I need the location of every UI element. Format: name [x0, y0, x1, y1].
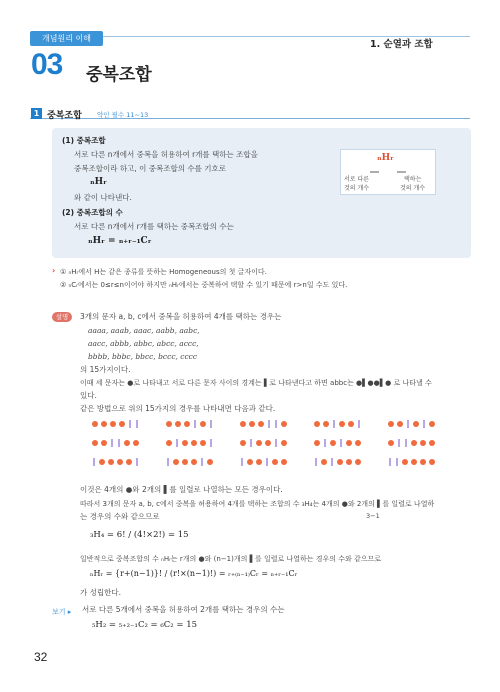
explain-equation-1: ₃H₄ = 6! / (4!×2!) = 15	[90, 530, 189, 540]
ball-icon	[240, 440, 246, 446]
ball-icon	[256, 440, 262, 446]
ball-icon	[200, 421, 206, 427]
divider-bar-icon	[407, 420, 409, 428]
ball-icon	[101, 421, 107, 427]
ball-icon	[330, 440, 336, 446]
divider-bar-icon	[268, 420, 270, 428]
ball-icon	[346, 440, 352, 446]
arrangement-cccc	[388, 458, 435, 466]
divider-bar-icon	[405, 439, 407, 447]
ball-icon	[99, 459, 105, 465]
divider-bar-icon	[136, 458, 138, 466]
ball-icon	[126, 459, 132, 465]
ball-icon	[240, 421, 246, 427]
ball-icon	[182, 459, 188, 465]
ball-icon	[207, 459, 213, 465]
arrangement-aabb	[314, 420, 361, 428]
divider-bar-icon	[423, 420, 425, 428]
ball-icon	[272, 459, 278, 465]
divider-bar-icon	[93, 458, 95, 466]
arrangement-bccc	[314, 458, 361, 466]
ball-icon	[256, 459, 262, 465]
explain-side-note: 3−1	[366, 512, 380, 520]
ball-icon	[402, 459, 408, 465]
ball-icon	[397, 421, 403, 427]
divider-bar-icon	[167, 458, 169, 466]
arrangement-aaac	[240, 420, 287, 428]
ball-icon	[200, 440, 206, 446]
ball-icon	[133, 440, 139, 446]
arrangement-aaaa	[92, 420, 139, 428]
chapter-title: 1. 순열과 조합	[370, 39, 433, 50]
divider-bar-icon	[275, 420, 277, 428]
divider-bar-icon	[389, 458, 391, 466]
ball-icon	[429, 421, 435, 427]
ball-icon	[92, 421, 98, 427]
ball-icon	[101, 440, 107, 446]
arrangement-aacc	[92, 439, 139, 447]
ball-icon	[124, 440, 130, 446]
explain-line-9: 이것은 4개의 ●와 2개의 ▌를 일렬로 나열하는 모든 경우이다.	[80, 485, 283, 494]
explain-line-4: bbbb, bbbc, bbcc, bccc, cccc	[88, 352, 198, 361]
explain-line-5: 의 15가지이다.	[80, 365, 131, 374]
def-1-line-3: 와 같이 나타낸다.	[74, 193, 132, 202]
explain-line-3: aacc, abbb, abbc, abcc, accc,	[88, 339, 199, 348]
ball-icon	[314, 440, 320, 446]
divider-bar-icon	[275, 439, 277, 447]
divider-bar-icon	[266, 458, 268, 466]
explain-line-11: 는 경우의 수와 같으므로	[80, 512, 160, 521]
divider-bar-icon	[398, 439, 400, 447]
ball-icon	[247, 459, 253, 465]
explain-line-1: 3개의 문자 a, b, c에서 중복을 허용하여 4개를 택하는 경우는	[80, 312, 282, 321]
ball-icon	[388, 440, 394, 446]
def-1-symbol: ₙHᵣ	[90, 177, 107, 187]
ball-icon	[182, 440, 188, 446]
section-reference: 약인 필수 11~13	[97, 111, 149, 119]
divider-bar-icon	[241, 458, 243, 466]
divider-bar-icon	[315, 458, 317, 466]
ball-icon	[265, 440, 271, 446]
ball-icon	[420, 459, 426, 465]
page-number: 32	[34, 650, 48, 664]
divider-bar-icon	[358, 420, 360, 428]
explain-line-7: 있다.	[80, 391, 97, 400]
divider-bar-icon	[250, 439, 252, 447]
ball-icon	[249, 421, 255, 427]
ball-icon	[346, 459, 352, 465]
diagram-left-label-1: 서로 다른	[344, 176, 370, 183]
explain-line-2: aaaa, aaab, aaac, aabb, aabc,	[88, 326, 200, 335]
example-tag: 보기 ▸	[52, 608, 72, 616]
def-2-heading: (2) 중복조합의 수	[62, 208, 123, 217]
section-title: 중복조합	[47, 111, 82, 121]
ball-icon	[191, 440, 197, 446]
def-1-heading: (1) 중복조합	[62, 136, 106, 145]
divider-bar-icon	[129, 420, 131, 428]
example-line-1: 서로 다른 5개에서 중복을 허용하여 2개를 택하는 경우의 수는	[82, 605, 285, 614]
diagram-left-label-2: 것의 개수	[344, 185, 370, 192]
explain-line-8: 같은 방법으로 위의 15가지의 경우를 나타내면 다음과 같다.	[80, 404, 276, 413]
ball-icon	[355, 440, 361, 446]
ball-icon	[355, 459, 361, 465]
arrangement-bbbb	[92, 458, 139, 466]
note-2: ② ₙCᵣ에서는 0≤r≤n이어야 하지만 ₙHᵣ에서는 중복하여 택할 수 있기 때문에 r>n일 수도 있다.	[60, 281, 348, 289]
explain-line-10: 따라서 3개의 문자 a, b, c에서 중복을 허용하여 4개를 택하는 조합의 수 ₃H₄는 4개의 ●와 2개의 ▌를 일렬로 나열하	[80, 500, 435, 508]
ball-icon	[184, 421, 190, 427]
divider-bar-icon	[331, 458, 333, 466]
ball-icon	[388, 421, 394, 427]
ball-icon	[166, 440, 172, 446]
arrangement-accc	[388, 439, 435, 447]
ball-icon	[411, 440, 417, 446]
ball-icon	[173, 459, 179, 465]
arrangement-abbc	[240, 439, 287, 447]
example-equation: ₅H₂ = ₅₊₂₋₁C₂ = ₆C₂ = 15	[92, 620, 198, 630]
arrangement-abbb	[166, 439, 213, 447]
ball-icon	[117, 459, 123, 465]
arrangement-aabc	[388, 420, 435, 428]
explain-line-12: 일반적으로 중복조합의 수 ₙHᵣ는 r개의 ●와 (n−1)개의 ▌를 일렬로 나열하는 경우의 수와 같으므로	[80, 555, 382, 563]
ball-icon	[166, 421, 172, 427]
divider-bar-icon	[333, 420, 335, 428]
section-badge: 1	[31, 108, 42, 119]
ball-icon	[348, 421, 354, 427]
divider-bar-icon	[118, 439, 120, 447]
divider-bar-icon	[201, 458, 203, 466]
ball-icon	[191, 459, 197, 465]
ball-icon	[339, 421, 345, 427]
concept-tag: 개념원리 이해	[30, 31, 103, 46]
explain-line-6: 이때 세 문자는 ●로 나타내고 서로 다른 문자 사이의 경계는 ▌로 나타낸다고 하면 abbc는 ●▌●●▌● 로 나타낼 수	[80, 379, 432, 387]
def-2-line-1: 서로 다른 n개에서 r개를 택하는 중복조합의 수는	[74, 222, 234, 231]
divider-bar-icon	[194, 420, 196, 428]
ball-icon	[429, 459, 435, 465]
ball-icon	[420, 440, 426, 446]
arrangement-bbcc	[240, 458, 287, 466]
explain-equation-2: ₙHᵣ = {r+(n−1)}! / (r!×(n−1)!) = ᵣ₊₍ₙ₋₁₎Cᵣ = ₙ₊ᵣ₋₁Cᵣ	[90, 569, 298, 578]
ball-icon	[323, 421, 329, 427]
diagram-right-label-1: 택하는	[404, 176, 422, 183]
explain-tag: 설명	[52, 312, 72, 322]
explain-line-13: 가 성립한다.	[80, 588, 121, 597]
arrangements-grid	[92, 420, 462, 476]
diagram-symbol: ₙHᵣ	[377, 153, 394, 163]
divider-bar-icon	[176, 439, 178, 447]
ball-icon	[281, 459, 287, 465]
arrangement-abcc	[314, 439, 361, 447]
arrangement-aaab	[166, 420, 213, 428]
note-1: ① ₙHᵣ에서 H는 같은 종류를 뜻하는 Homogeneous의 첫 글자이다.	[60, 268, 267, 276]
def-1-line-2: 중복조합이라 하고, 이 중복조합의 수를 기호로	[74, 164, 226, 173]
page-title: 중복조합	[86, 65, 152, 85]
ball-icon	[337, 459, 343, 465]
ball-icon	[321, 459, 327, 465]
section-rule	[30, 118, 470, 119]
divider-bar-icon	[210, 420, 212, 428]
ball-icon	[110, 421, 116, 427]
diagram-right-label-2: 것의 개수	[400, 185, 426, 192]
ball-icon	[258, 421, 264, 427]
divider-bar-icon	[210, 439, 212, 447]
section-number: 03	[31, 48, 63, 81]
divider-bar-icon	[340, 439, 342, 447]
note-arrow-icon: ›	[52, 266, 56, 275]
divider-bar-icon	[324, 439, 326, 447]
ball-icon	[281, 421, 287, 427]
divider-bar-icon	[136, 420, 138, 428]
ball-icon	[108, 459, 114, 465]
ball-icon	[281, 440, 287, 446]
arrangement-bbbc	[166, 458, 213, 466]
divider-bar-icon	[396, 458, 398, 466]
ball-icon	[92, 440, 98, 446]
ball-icon	[175, 421, 181, 427]
ball-icon	[429, 440, 435, 446]
def-2-formula: ₙHᵣ = ₙ₊ᵣ₋₁Cᵣ	[88, 236, 152, 246]
notation-diagram	[332, 149, 442, 199]
ball-icon	[119, 421, 125, 427]
def-1-line-1: 서로 다른 n개에서 중복을 허용하여 r개를 택하는 조합을	[74, 150, 258, 159]
ball-icon	[411, 459, 417, 465]
divider-bar-icon	[111, 439, 113, 447]
ball-icon	[413, 421, 419, 427]
ball-icon	[314, 421, 320, 427]
